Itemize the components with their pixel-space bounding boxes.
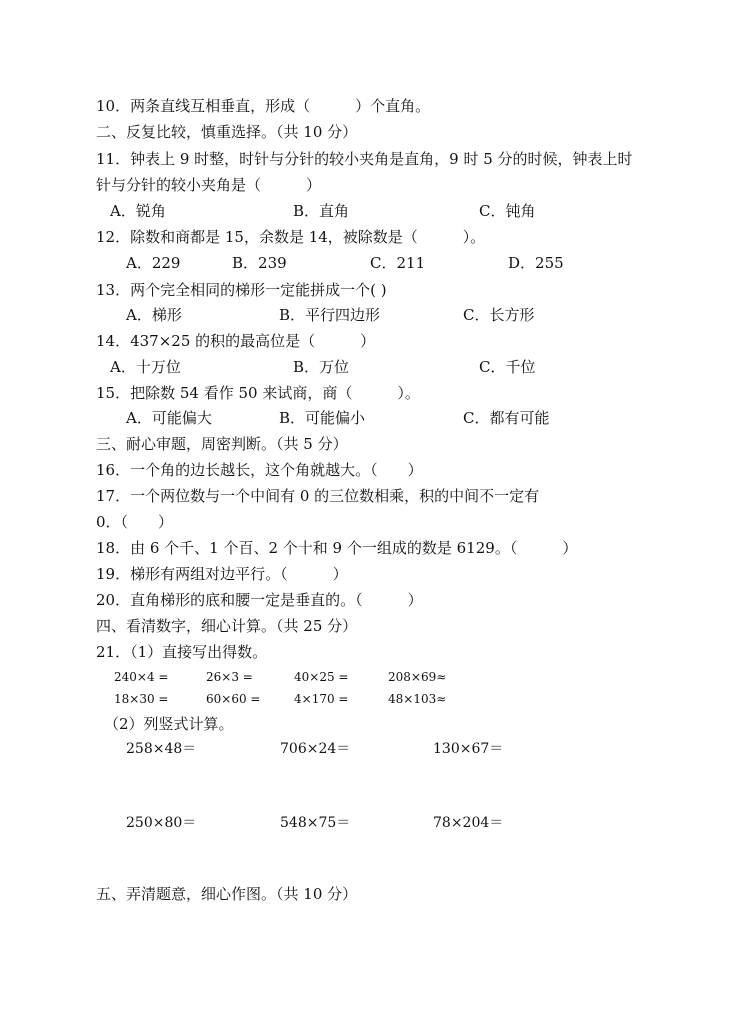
- question-21-part2: （2）列竖式计算。: [104, 715, 234, 733]
- question-14-option-c: C．千位: [479, 358, 536, 376]
- question-11-line1: 11．钟表上 9 时整，时针与分针的较小夹角是直角，9 时 5 分的时候，钟表上时: [96, 150, 633, 168]
- section-5-heading: 五、弄清题意，细心作图。（共 10 分）: [96, 885, 358, 903]
- question-11-option-a: A．锐角: [110, 202, 166, 220]
- oral-calc-item: 240×4 =: [114, 670, 169, 684]
- oral-calc-item: 60×60 =: [206, 692, 261, 706]
- question-21-part1: 21．（1）直接写出得数。: [96, 643, 268, 661]
- question-13-stem: 13．两个完全相同的梯形一定能拼成一个( ): [96, 281, 387, 299]
- oral-calc-item: 4×170 =: [294, 692, 349, 706]
- question-14-option-b: B．万位: [293, 358, 350, 376]
- question-13-option-c: C．长方形: [463, 306, 535, 324]
- question-14-option-a: A．十万位: [110, 358, 181, 376]
- question-13-option-b: B．平行四边形: [279, 306, 381, 324]
- section-3-heading: 三、耐心审题，周密判断。（共 5 分）: [96, 435, 348, 453]
- question-16: 16．一个角的边长越长，这个角就越大。（ ）: [96, 461, 423, 479]
- question-13-option-a: A．梯形: [126, 306, 182, 324]
- question-11-option-b: B．直角: [293, 202, 350, 220]
- question-19: 19．梯形有两组对边平行。（ ）: [96, 565, 348, 583]
- question-15-option-c: C．都有可能: [463, 409, 550, 427]
- question-18: 18．由 6 个千、1 个百、2 个十和 9 个一组成的数是 6129。（ ）: [96, 539, 578, 557]
- vertical-calc-item: 258×48＝: [126, 741, 197, 757]
- question-12-stem: 12．除数和商都是 15，余数是 14，被除数是（ ）。: [96, 228, 486, 246]
- oral-calc-item: 208×69≈: [388, 670, 447, 684]
- question-17-line1: 17．一个两位数与一个中间有 0 的三位数相乘，积的中间不一定有: [96, 487, 540, 505]
- question-14-stem: 14．437×25 的积的最高位是（ ）: [96, 332, 376, 350]
- vertical-calc-item: 130×67＝: [433, 741, 504, 757]
- question-15-option-b: B．可能偏小: [279, 409, 366, 427]
- question-12-option-c: C．211: [370, 254, 426, 272]
- oral-calc-item: 26×3 =: [206, 670, 253, 684]
- vertical-calc-item: 706×24＝: [280, 741, 351, 757]
- oral-calc-item: 48×103≈: [388, 692, 447, 706]
- vertical-calc-item: 548×75＝: [280, 815, 351, 831]
- question-11-line2: 针与分针的较小夹角是（ ）: [96, 176, 322, 194]
- vertical-calc-item: 250×80＝: [126, 815, 197, 831]
- section-4-heading: 四、看清数字，细心计算。（共 25 分）: [96, 617, 358, 635]
- oral-calc-item: 40×25 =: [294, 670, 349, 684]
- question-12-option-d: D．255: [508, 254, 564, 272]
- oral-calc-item: 18×30 =: [114, 692, 169, 706]
- question-12-option-b: B．239: [232, 254, 287, 272]
- question-10: 10．两条直线互相垂直，形成（ ）个直角。: [96, 97, 431, 115]
- question-20: 20．直角梯形的底和腰一定是垂直的。（ ）: [96, 591, 423, 609]
- section-2-heading: 二、反复比较，慎重选择。（共 10 分）: [96, 123, 358, 141]
- question-15-stem: 15．把除数 54 看作 50 来试商，商（ ）。: [96, 384, 420, 402]
- vertical-calc-item: 78×204＝: [433, 815, 504, 831]
- question-15-option-a: A．可能偏大: [126, 409, 212, 427]
- question-11-option-c: C．钝角: [479, 202, 536, 220]
- question-12-option-a: A．229: [126, 254, 181, 272]
- question-17-line2: 0．（ ）: [96, 513, 174, 531]
